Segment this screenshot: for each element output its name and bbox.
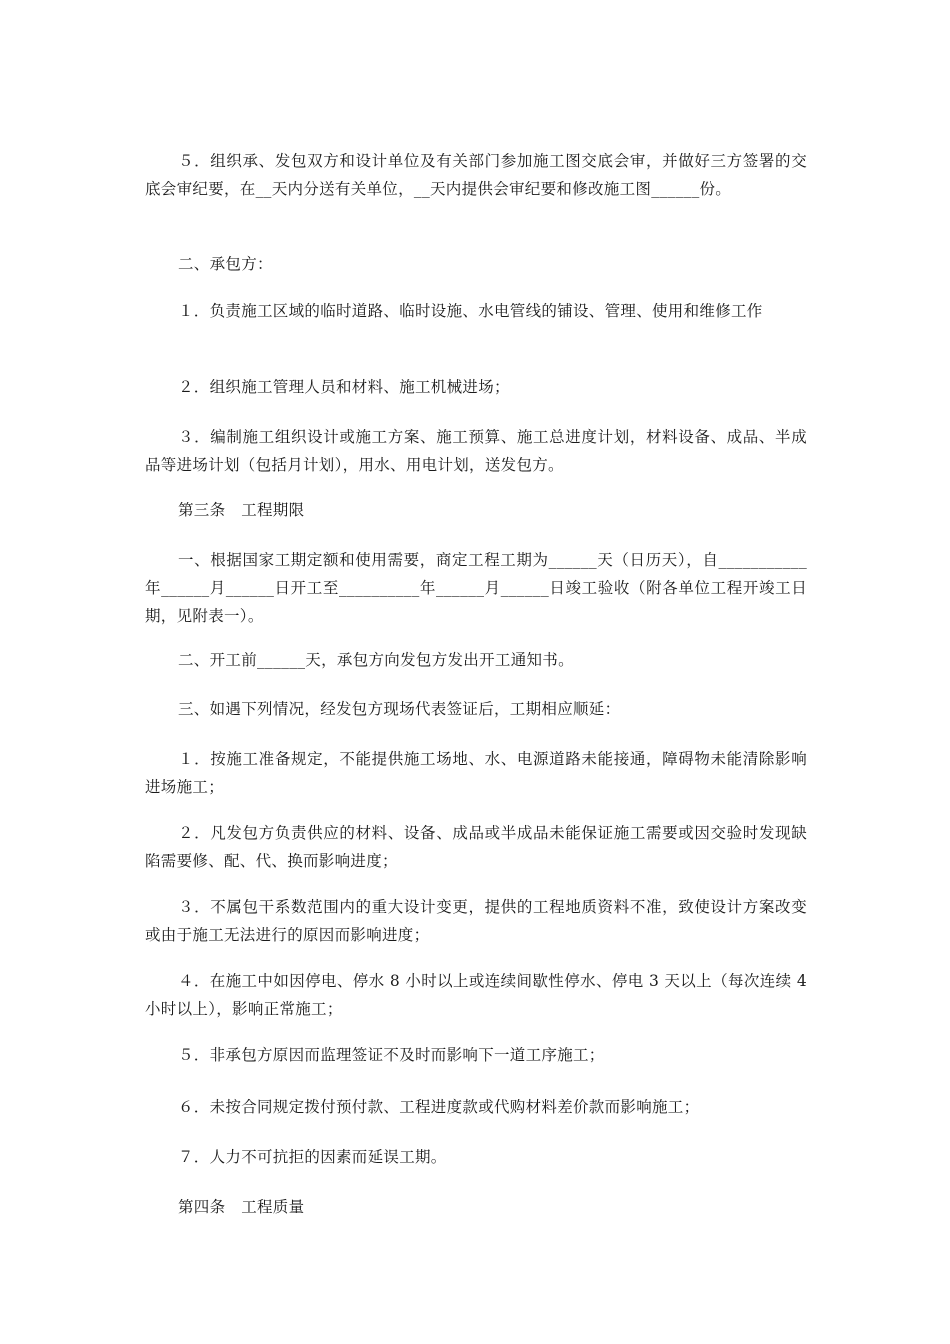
heading-contractor: 二、承包方： bbox=[178, 255, 273, 273]
paragraph-article3-1: 一、根据国家工期定额和使用需要，商定工程工期为______天（日历天），自___________年______月______日开工至__________年______月______日竣工验收（附各单位工程开竣工日期，见附表一）。 bbox=[145, 551, 807, 625]
paragraph-article3-3-4: ４．在施工中如因停电、停水 8 小时以上或连续间歇性停水、停电 3 天以上（每次连续 4 小时以上），影响正常施工； bbox=[145, 972, 807, 1018]
paragraph-article3-3-5: ５．非承包方原因而监理签证不及时而影响下一道工序施工； bbox=[178, 1046, 605, 1064]
paragraph-contractor-3: ３．编制施工组织设计或施工方案、施工预算、施工总进度计划，材料设备、成品、半成品等进场计划（包括月计划），用水、用电计划，送发包方。 bbox=[145, 428, 807, 474]
paragraph-contractor-1: １．负责施工区域的临时道路、临时设施、水电管线的铺设、管理、使用和维修工作 bbox=[178, 302, 763, 320]
paragraph-contractor-2: ２．组织施工管理人员和材料、施工机械进场； bbox=[178, 378, 510, 396]
heading-article-4: 第四条 工程质量 bbox=[178, 1198, 305, 1216]
paragraph-article3-3-7: ７．人力不可抗拒的因素而延误工期。 bbox=[178, 1148, 447, 1166]
paragraph-article3-3: 三、如遇下列情况，经发包方现场代表签证后，工期相应顺延： bbox=[178, 700, 621, 718]
paragraph-article3-3-6: ６．未按合同规定拨付预付款、工程进度款或代购材料差价款而影响施工； bbox=[178, 1098, 700, 1116]
paragraph-article3-3-1: １．按施工准备规定，不能提供施工场地、水、电源道路未能接通，障碍物未能清除影响进场施工； bbox=[145, 750, 807, 796]
heading-article-3: 第三条 工程期限 bbox=[178, 501, 305, 519]
paragraph-article3-2: 二、开工前______天，承包方向发包方发出开工通知书。 bbox=[178, 651, 574, 669]
paragraph-drawing-review: ５．组织承、发包双方和设计单位及有关部门参加施工图交底会审，并做好三方签署的交底会审纪要，在__天内分送有关单位，__天内提供会审纪要和修改施工图______份。 bbox=[145, 152, 807, 198]
paragraph-article3-3-2: ２．凡发包方负责供应的材料、设备、成品或半成品未能保证施工需要或因交验时发现缺陷需要修、配、代、换而影响进度； bbox=[145, 824, 807, 870]
paragraph-article3-3-3: ３．不属包干系数范围内的重大设计变更，提供的工程地质资料不准，致使设计方案改变或由于施工无法进行的原因而影响进度； bbox=[145, 898, 807, 944]
